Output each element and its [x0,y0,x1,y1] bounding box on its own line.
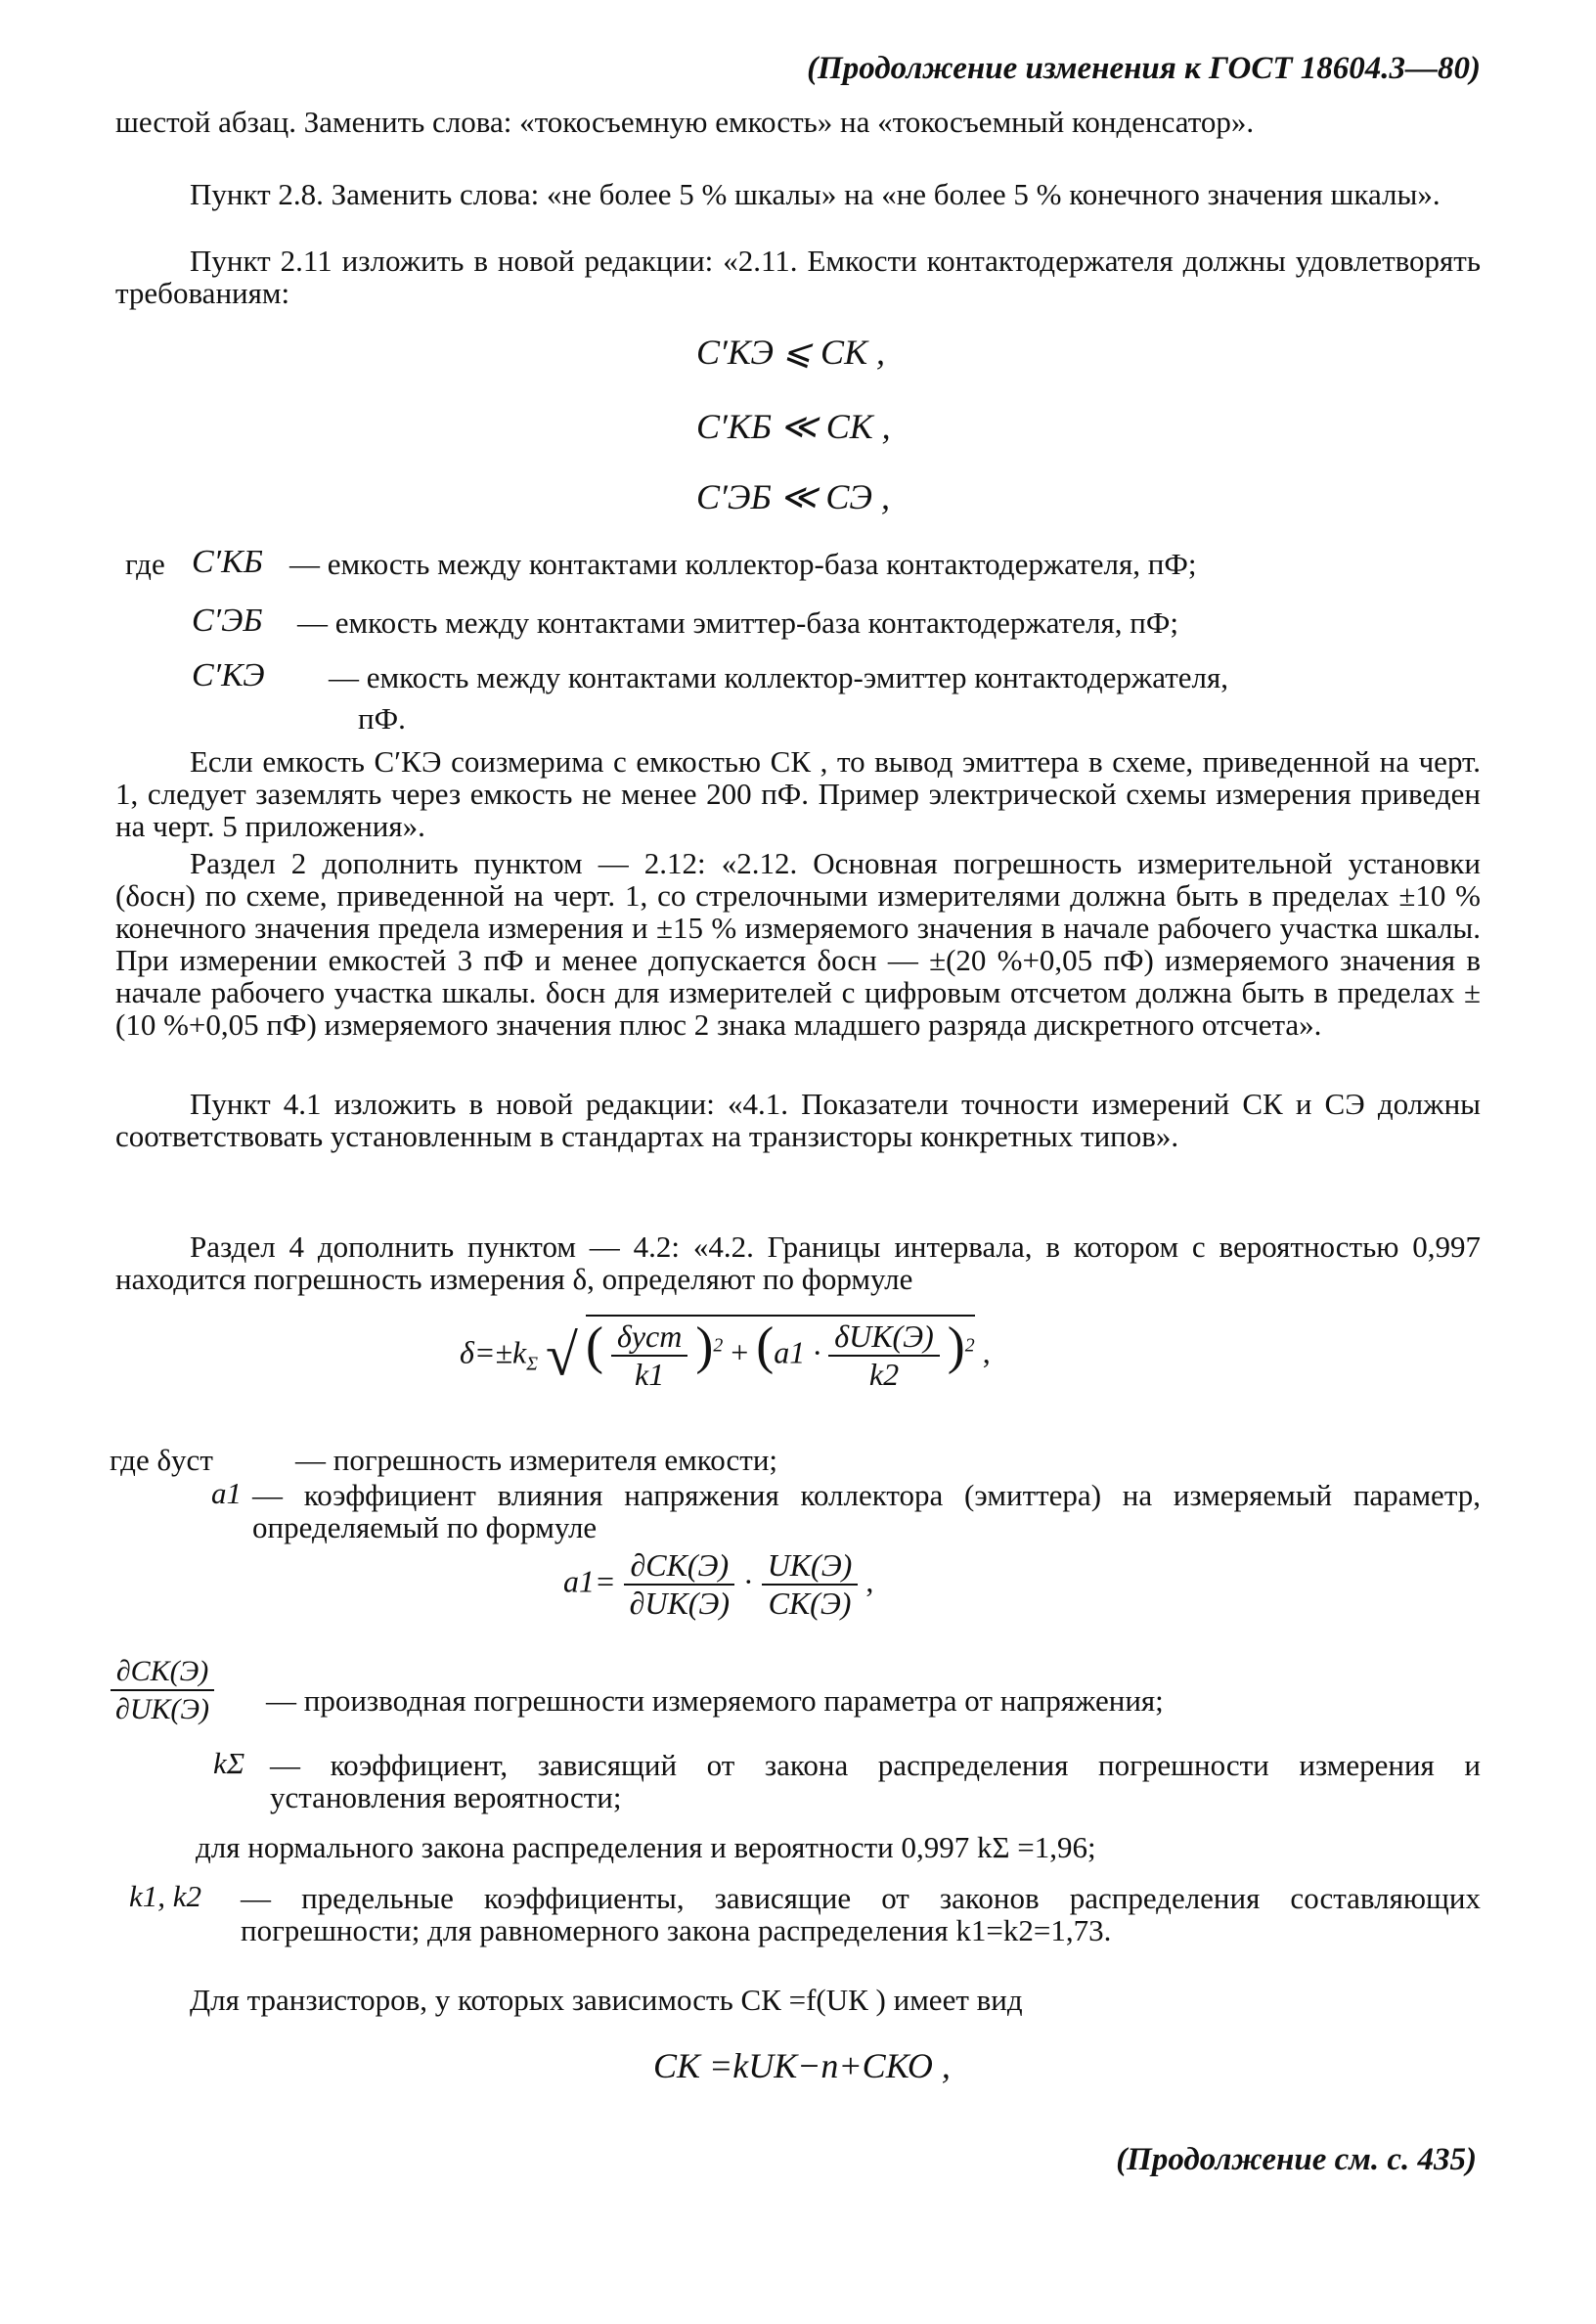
def-ksum-symbol: kΣ [213,1746,245,1780]
term2-denominator: k2 [868,1357,900,1392]
term1-numerator: δуст [611,1320,687,1357]
term1-denominator: k1 [635,1357,665,1392]
formula-a1-den2: CК(Э) [768,1586,852,1621]
def-deriv-den: ∂UК(Э) [115,1693,210,1725]
term2-exponent: 2 [964,1334,975,1357]
def-dust-text: — погрешность измерителя емкости; [295,1443,778,1477]
equation-cke: C′КЭ ⩽ CК , [696,333,885,372]
formula-delta-comma: , [982,1334,991,1370]
sqrt-radicand: ( $\frac{\text{δуст}}{k1}$ )$^2$ + (a1 · $\frac{\text{δUК(Э)}}{k2}$ )$^2$ [585,1316,975,1392]
def-deriv-num: ∂CК(Э) [111,1655,214,1691]
paragraph-transistors: Для транзисторов, у которых зависимость CК =f(UК ) имеет вид [190,1983,1023,2017]
formula-a1-num1: ∂CК(Э) [624,1549,734,1586]
def-ceb-symbol: C′ЭБ [192,603,263,639]
equation-ceb: C′ЭБ ≪ CЭ , [696,477,890,516]
sqrt-sign: √ [546,1322,578,1388]
formula-delta-lhs: δ=±k [460,1334,527,1370]
def-cke-symbol: C′КЭ [192,657,265,693]
paragraph-2-11: Пункт 2.11 изложить в новой редакции: «2.11. Емкости контактодержателя должны удовлетворять требованиям: [115,244,1481,310]
term2-numerator: δUК(Э) [828,1320,940,1357]
def-ckb-symbol: C′КБ [192,544,263,580]
where-label: где [125,547,165,581]
page-header: (Продолжение изменения к ГОСТ 18604.3—80) [807,51,1481,86]
formula-a1-num2: UК(Э) [762,1549,859,1586]
formula-delta [460,1315,991,1391]
paragraph-2-8: Пункт 2.8. Заменить слова: «не более 5 % шкалы» на «не более 5 % конечного значения шкалы». [190,177,1441,211]
formula-ck: CК =kUК−n+CКО , [653,2046,951,2085]
paragraph-emitter-ground: Если емкость C′КЭ соизмерима с емкостью CК , то вывод эмиттера в схеме, приведенной на черт. 1, следует заземлять через емкость не менее 200 пФ. Пример электрической схемы измерения приведен на черт. 5 приложения». [115,744,1481,843]
paragraph-2-12: Раздел 2 дополнить пунктом — 2.12: «2.12. Основная погрешность измерительной установки (δосн) по схеме, приведенной на черт. 1, со стрелочными измерителями должна быть в пределах ±10 % конечного значения предела измерения и ±15 % измеряемого значения в начале рабочего участка шкалы. При измерении емкостей 3 пФ и менее допускается δосн — ±(20 %+0,05 пФ) измеряемого значения в начале рабочего участка шкалы. δосн для измерителей с цифровым отсчетом должна быть в пределах ±(10 %+0,05 пФ) измеряемого значения плюс 2 знака младшего разряда дискретного отсчета». [115,846,1481,1042]
def-deriv-text: — производная погрешности измеряемого параметра от напряжения; [266,1683,1164,1718]
formula-delta-lhs-sub: Σ [526,1353,539,1375]
def-k12-symbol: k1, k2 [129,1879,202,1913]
def-ceb-text: — емкость между контактами эмиттер-база контактодержателя, пФ; [297,605,1178,640]
paragraph-4-2: Раздел 4 дополнить пунктом — 4.2: «4.2. Границы интервала, в котором с вероятностью 0,997 находится погрешность измерения δ, определяют по формуле [115,1229,1481,1296]
def-ksum-text: — коэффициент, зависящий от закона распределения погрешности измерения и установления вероятности; [270,1748,1481,1814]
line-normal-law: для нормального закона распределения и вероятности 0,997 kΣ =1,96; [196,1830,1096,1864]
term2-coefficient: a1 · [774,1334,821,1370]
page-footer: (Продолжение см. с. 435) [1116,2142,1477,2177]
def-cke-text-unit: пФ. [358,701,406,736]
def-deriv-fraction [110,1655,215,1725]
def-k12-text: — предельные коэффициенты, зависящие от законов распределения составляющих погрешности; для равномерного закона распределения k1=k2=1,73. [241,1881,1481,1947]
def-a1-symbol: a1 [211,1476,242,1510]
def-ckb-text: — емкость между контактами коллектор-база контактодержателя, пФ; [289,547,1197,581]
formula-a1-dot: · [743,1563,754,1599]
paragraph-4-1: Пункт 4.1 изложить в новой редакции: «4.1. Показатели точности измерений CК и CЭ должны соответствовать установленным в стандартах на транзисторы конкретных типов». [115,1087,1481,1153]
formula-a1 [563,1549,873,1620]
equation-ckb: C′КБ ≪ CК , [696,407,891,446]
def-dust-symbol: где δуст [110,1443,213,1477]
def-a1-text: — коэффициент влияния напряжения коллектора (эмиттера) на измеряемый параметр, определяемый по формуле [252,1478,1481,1544]
def-cke-text: — емкость между контактами коллектор-эмиттер контактодержателя, [329,660,1229,694]
formula-a1-comma: , [865,1563,874,1599]
formula-a1-den1: ∂UК(Э) [629,1586,731,1621]
formula-a1-lhs: a1= [563,1563,616,1599]
paragraph-sixth-abzac: шестой абзац. Заменить слова: «токосъемную емкость» на «токосъемный конденсатор». [115,105,1255,139]
term1-exponent: 2 [713,1334,724,1357]
